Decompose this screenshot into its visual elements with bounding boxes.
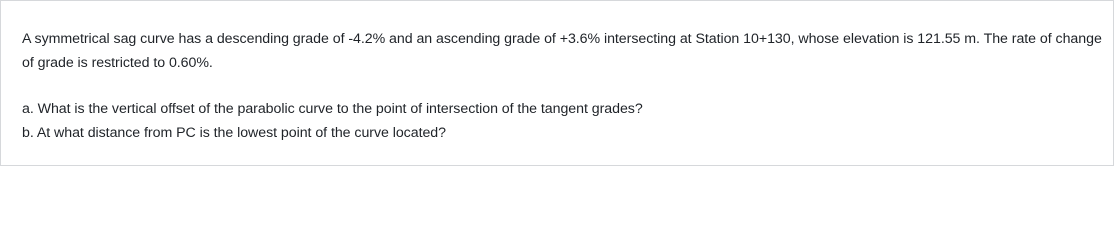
problem-statement: A symmetrical sag curve has a descending grade of -4.2% and an ascending grade of +3.6% intersecting at Station 10+130, whose elevation is 121.55 m. The rate of change of grade is restricted to 0.60%. [22,31,1102,71]
question-a: a. What is the vertical offset of the parabolic curve to the point of intersection of the tangent grades? [22,101,643,117]
problem-content [22,27,1102,145]
question-list [22,97,1102,145]
question-b: b. At what distance from PC is the lowest point of the curve located? [22,125,446,141]
